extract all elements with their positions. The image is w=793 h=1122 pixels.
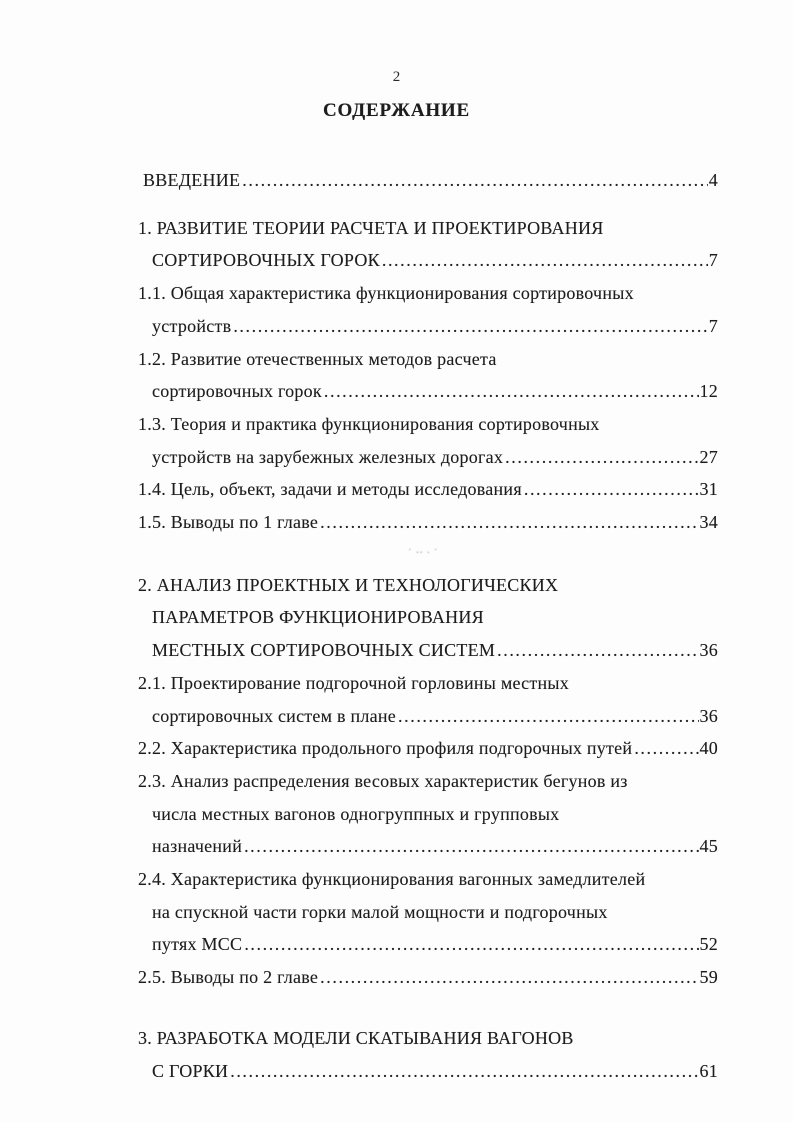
toc-page-number: 52 [699, 934, 718, 955]
toc-row [138, 408, 718, 441]
toc-row [138, 1022, 718, 1055]
toc-page-number: 27 [699, 446, 718, 467]
toc-entry-text: на спускной части горки малой мощности и подгорочных [152, 901, 608, 922]
scan-artifact [408, 543, 441, 556]
toc-page-number: 7 [708, 315, 718, 336]
toc-page-number: 61 [699, 1060, 718, 1081]
toc-row [138, 375, 718, 408]
toc-entry-text: 2.3. Анализ распределения весовых характеристик бегунов из [138, 770, 628, 791]
toc-row [138, 277, 718, 310]
toc-row [138, 634, 718, 667]
toc-row [138, 798, 718, 831]
dot-leader [522, 473, 699, 506]
toc-row [138, 601, 718, 634]
toc-row [138, 732, 718, 765]
dot-leader [318, 961, 698, 994]
toc-row [138, 310, 718, 343]
toc-entry-text: 1. РАЗВИТИЕ ТЕОРИИ РАСЧЕТА И ПРОЕКТИРОВАНИЯ [138, 217, 604, 238]
toc-row [138, 441, 718, 474]
toc-row [138, 473, 718, 506]
toc-row [138, 506, 718, 539]
dot-leader [495, 634, 698, 667]
toc-entry-text: устройств [152, 315, 232, 336]
toc-row [138, 700, 718, 733]
toc-entry-text: путях МСС [152, 934, 243, 955]
dot-leader [380, 244, 708, 277]
toc-row [138, 667, 718, 700]
toc-entry-text: назначений [152, 836, 243, 857]
page-number: 2 [392, 69, 401, 85]
toc-row [138, 212, 718, 245]
toc-row [138, 343, 718, 376]
toc-entry-text: 2.5. Выводы по 2 главе [138, 967, 319, 988]
toc-row [138, 569, 718, 602]
toc-row [138, 863, 718, 896]
dot-leader [231, 310, 707, 343]
toc-entry-text: устройств на зарубежных железных дорогах [152, 446, 504, 467]
toc-entry-text: 2. АНАЛИЗ ПРОЕКТНЫХ И ТЕХНОЛОГИЧЕСКИХ [138, 574, 559, 595]
dot-leader [228, 1055, 698, 1088]
toc-row [138, 961, 718, 994]
dot-leader [242, 928, 698, 961]
toc-row [138, 765, 718, 798]
toc-row [138, 928, 718, 961]
toc-entry-text: МЕСТНЫХ СОРТИРОВОЧНЫХ СИСТЕМ [152, 640, 496, 661]
toc-page-number: 12 [699, 381, 718, 402]
toc-page-number: 34 [699, 512, 718, 533]
dot-leader [396, 700, 698, 733]
table-of-contents [138, 164, 718, 1087]
toc-page-number: 31 [699, 479, 718, 500]
dot-leader [503, 441, 698, 474]
toc-entry-text: 2.4. Характеристика функционирования вагонных замедлителей [138, 869, 646, 890]
toc-entry-text: числа местных вагонов одногруппных и групповых [152, 803, 560, 824]
toc-entry-text: 1.3. Теория и практика функционирования сортировочных [138, 413, 600, 434]
dot-leader [632, 732, 698, 765]
toc-row [138, 1055, 718, 1088]
toc-entry-text: ВВЕДЕНИЕ [143, 170, 241, 190]
toc-page-number: 36 [699, 640, 718, 661]
toc-entry-text: 3. РАЗРАБОТКА МОДЕЛИ СКАТЫВАНИЯ ВАГОНОВ [138, 1027, 574, 1048]
toc-row [138, 830, 718, 863]
toc-entry-text: 1.2. Развитие отечественных методов расчета [138, 348, 497, 369]
toc-row [138, 164, 718, 197]
toc-entry-text: СОРТИРОВОЧНЫХ ГОРОК [152, 250, 380, 271]
toc-entry-text: 2.1. Проектирование подгорочной горловины местных [138, 672, 569, 693]
toc-entry-text: 2.2. Характеристика продольного профиля подгорочных путей [138, 738, 633, 759]
toc-page-number: 45 [699, 836, 718, 857]
dot-leader [242, 830, 698, 863]
toc-entry-text: сортировочных горок [152, 381, 322, 402]
toc-page-number: 4 [708, 170, 718, 190]
toc-entry-text: сортировочных систем в плане [152, 705, 397, 726]
toc-entry-text: С ГОРКИ [152, 1060, 229, 1081]
toc-row [138, 896, 718, 929]
page-title: СОДЕРЖАНИЕ [323, 100, 470, 121]
toc-page-number: 59 [699, 967, 718, 988]
toc-page-number: 40 [699, 738, 718, 759]
toc-page-number: 7 [708, 250, 718, 271]
toc-entry-text: 1.1. Общая характеристика функционирования сортировочных [138, 283, 634, 304]
toc-row [138, 244, 718, 277]
toc-entry-text: 1.4. Цель, объект, задачи и методы исследования [138, 479, 522, 500]
dot-leader [318, 506, 698, 539]
toc-entry-text: ПАРАМЕТРОВ ФУНКЦИОНИРОВАНИЯ [152, 607, 484, 628]
dot-leader [322, 375, 699, 408]
toc-entry-text: 1.5. Выводы по 1 главе [138, 512, 319, 533]
toc-page-number: 36 [699, 705, 718, 726]
dot-leader [240, 164, 707, 197]
